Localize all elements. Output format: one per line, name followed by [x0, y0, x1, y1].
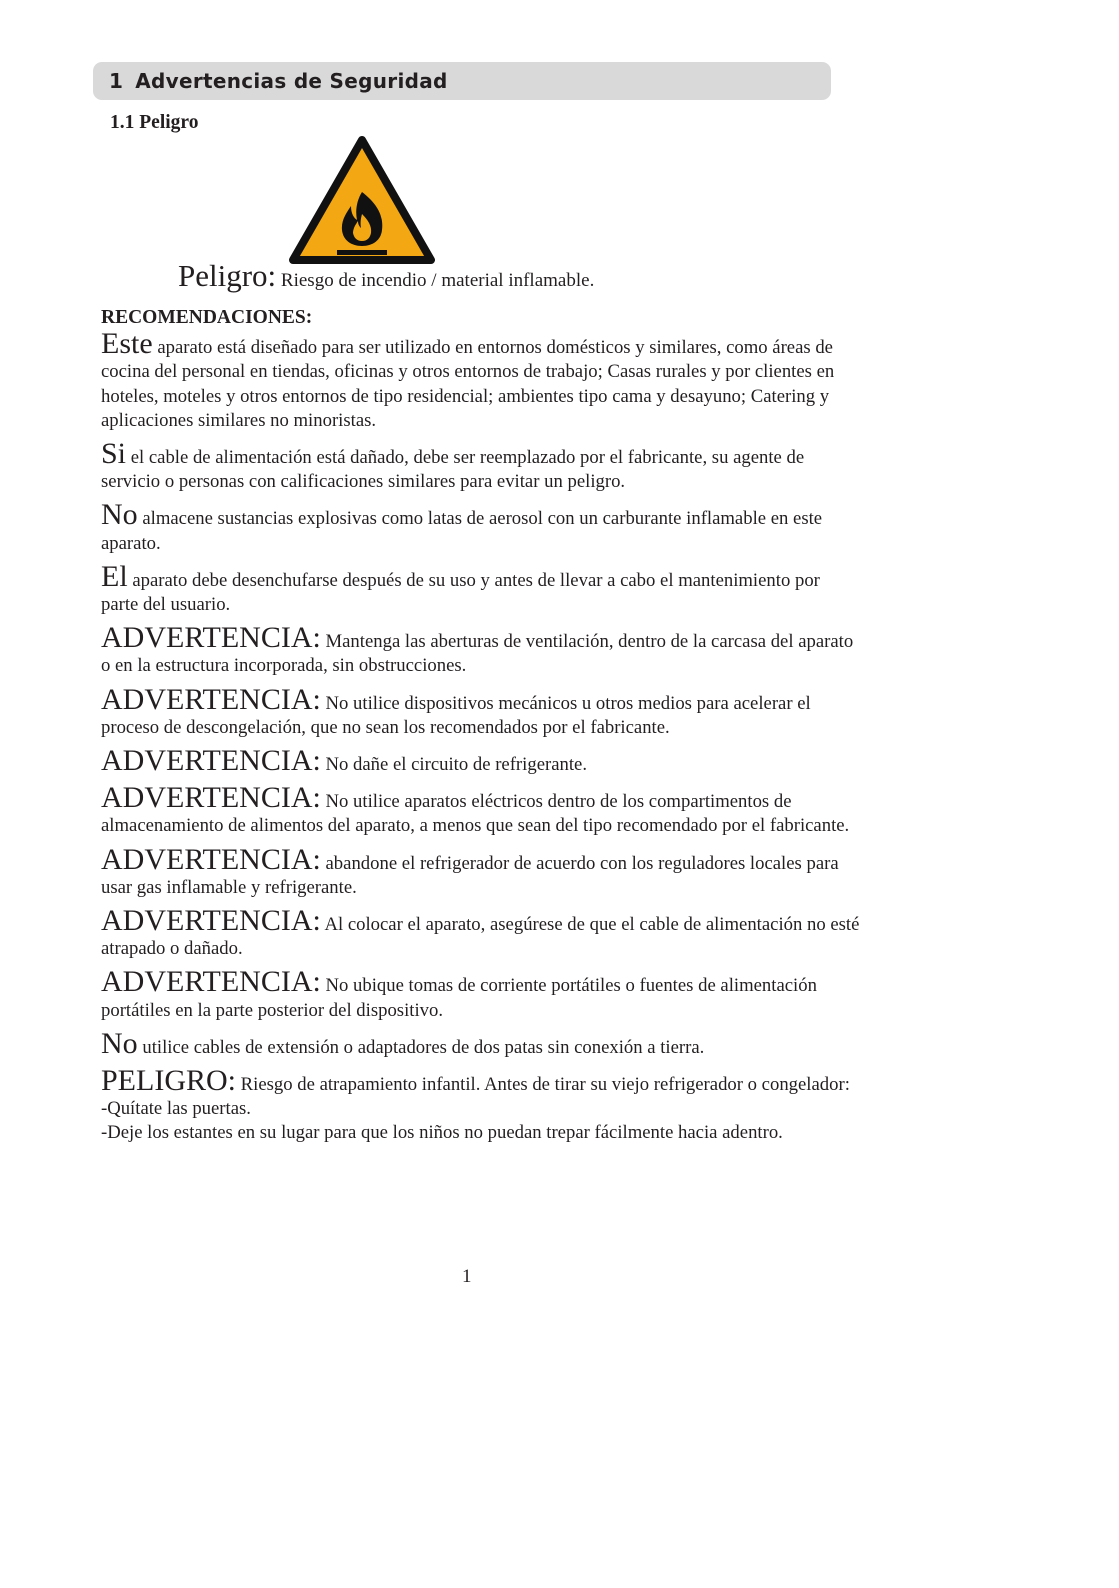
paragraph-lead: ADVERTENCIA:	[101, 781, 321, 815]
section-header	[93, 62, 831, 100]
paragraph-lead: PELIGRO:	[101, 1064, 236, 1098]
list-item: -Deje los estantes en su lugar para que los niños no puedan trepar fácilmente hacia adentro.	[101, 1122, 783, 1144]
warning-paragraph	[101, 682, 861, 740]
safety-paragraph	[101, 437, 861, 494]
recommendations-heading: RECOMENDACIONES:	[101, 307, 313, 328]
paragraph-lead: No	[101, 1026, 138, 1060]
paragraph-text: aparato está diseñado para ser utilizado en entornos domésticos y similares, como áreas de cocina del personal en tiendas, oficinas y otros entornos de trabajo; Casas rurales y por clientes en hoteles, moteles y otros entornos de tipo residencial; ambientes tipo cama y desayuno; Catering y aplicaciones similares no minoristas.	[101, 337, 835, 431]
paragraph-lead: ADVERTENCIA:	[101, 842, 321, 876]
caption-text: Riesgo de incendio / material inflamable.	[276, 270, 595, 291]
warning-paragraph	[101, 744, 861, 778]
safety-paragraph	[101, 559, 861, 617]
paragraph-text: el cable de alimentación está dañado, debe ser reemplazado por el fabricante, su agente de servicio o personas con calificaciones similares para evitar un peligro.	[101, 447, 805, 493]
flammable-warning-icon	[287, 134, 437, 266]
danger-paragraph	[101, 1064, 861, 1098]
paragraph-lead: ADVERTENCIA:	[101, 904, 321, 938]
caption-lead: Peligro:	[178, 258, 277, 293]
warning-paragraph	[101, 965, 861, 1022]
paragraph-lead: Si	[101, 437, 127, 471]
safety-paragraph	[101, 327, 861, 433]
warning-paragraph	[101, 842, 861, 900]
paragraph-text: Al colocar el aparato, asegúrese de que el cable de alimentación no esté atrapado o dañado.	[101, 914, 860, 960]
paragraph-lead: ADVERTENCIA:	[101, 744, 321, 778]
paragraph-text: Riesgo de atrapamiento infantil. Antes de tirar su viejo refrigerador o congelador:	[236, 1074, 850, 1096]
paragraph-lead: ADVERTENCIA:	[101, 682, 321, 716]
warning-paragraph	[101, 781, 861, 838]
section-title: Advertencias de Seguridad	[135, 69, 448, 93]
paragraph-lead: El	[101, 559, 128, 593]
paragraph-lead: Este	[101, 327, 153, 361]
paragraph-text: Mantenga las aberturas de ventilación, dentro de la carcasa del aparato o en la estructura incorporada, sin obstrucciones.	[101, 631, 854, 677]
warning-paragraph	[101, 621, 861, 678]
paragraph-text: utilice cables de extensión o adaptadores de dos patas sin conexión a tierra.	[137, 1036, 705, 1058]
warning-paragraph	[101, 904, 861, 961]
paragraph-text: No utilice dispositivos mecánicos u otros medios para acelerar el proceso de descongelación, que no sean los recomendados por el fabricante.	[101, 692, 811, 738]
safety-paragraph	[101, 1026, 861, 1060]
safety-paragraph	[101, 498, 861, 555]
paragraph-lead: No	[101, 498, 138, 532]
recommendations-section	[101, 306, 861, 1146]
paragraph-text: No ubique tomas de corriente portátiles o fuentes de alimentación portátiles en la parte posterior del dispositivo.	[101, 975, 817, 1021]
paragraph-text: No dañe el circuito de refrigerante.	[320, 754, 588, 776]
paragraph-text: abandone el refrigerador de acuerdo con los reguladores locales para usar gas inflamable y refrigerante.	[101, 852, 839, 898]
subsection-title: 1.1 Peligro	[110, 112, 199, 133]
section-number: 1	[109, 69, 124, 93]
page-number: 1	[462, 1266, 472, 1287]
paragraph-text: No utilice aparatos eléctricos dentro de los compartimentos de almacenamiento de alimentos del aparato, a menos que sean del tipo recomendado por el fabricante.	[101, 791, 850, 837]
paragraph-text: aparato debe desenchufarse después de su uso y antes de llevar a cabo el mantenimiento por parte del usuario.	[101, 569, 820, 616]
paragraph-lead: ADVERTENCIA:	[101, 621, 321, 655]
hazard-caption	[178, 258, 594, 294]
paragraph-text: almacene sustancias explosivas como latas de aerosol con un carburante inflamable en este aparato.	[101, 508, 823, 554]
list-item: -Quítate las puertas.	[101, 1098, 251, 1120]
paragraph-lead: ADVERTENCIA:	[101, 965, 321, 999]
